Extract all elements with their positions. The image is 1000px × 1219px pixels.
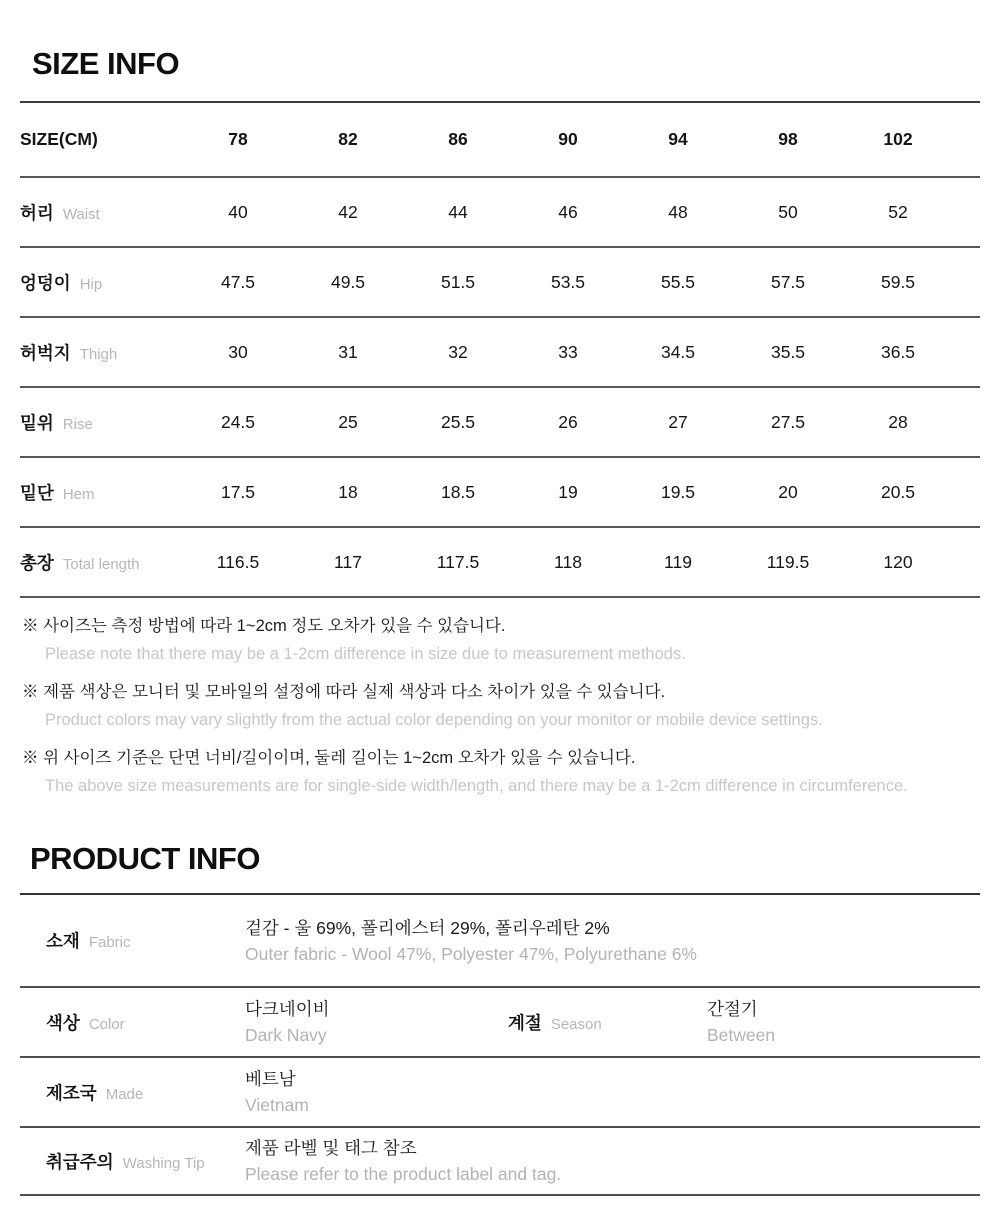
size-value-cell: 117.5 bbox=[436, 551, 480, 572]
size-value-cell: 59.5 bbox=[880, 271, 916, 292]
washing-label-ko: 취급주의 bbox=[46, 1151, 114, 1172]
note-marker-icon: ※ bbox=[22, 683, 44, 701]
note-line-ko bbox=[22, 612, 1000, 640]
color-label-en: Color bbox=[88, 1015, 125, 1033]
product-info-title: PRODUCT INFO bbox=[30, 841, 260, 876]
size-row-label-en: Waist bbox=[62, 205, 100, 223]
size-value-cell: 27.5 bbox=[770, 411, 806, 432]
size-info-title: SIZE INFO bbox=[32, 46, 180, 81]
spacer-cell bbox=[953, 177, 980, 247]
size-notes bbox=[22, 612, 1000, 800]
made-label bbox=[20, 1080, 245, 1105]
size-value-cell: 51.5 bbox=[440, 271, 476, 292]
size-value-cell: 24.5 bbox=[220, 411, 256, 432]
product-info-table bbox=[20, 893, 980, 1196]
fabric-value-ko: 겉감 - 울 69%, 폴리에스터 29%, 폴리우레탄 2% bbox=[245, 917, 610, 938]
size-value-cell: 57.5 bbox=[770, 271, 806, 292]
size-value-cell: 44 bbox=[448, 201, 468, 222]
size-table-row bbox=[20, 457, 980, 527]
note-marker-icon: ※ bbox=[22, 617, 44, 635]
spacer-cell bbox=[953, 527, 980, 597]
product-row-fabric bbox=[20, 895, 980, 988]
note-text-en: Product colors may vary slightly from the actual color depending on your monitor or mobile device settings. bbox=[45, 711, 823, 729]
size-value-cell: 55.5 bbox=[660, 271, 696, 292]
size-table-row bbox=[20, 527, 980, 597]
note-marker-icon: ※ bbox=[22, 749, 44, 767]
size-value-cell: 17.5 bbox=[220, 481, 256, 502]
fabric-label bbox=[20, 928, 245, 953]
season-label bbox=[508, 1010, 707, 1035]
size-table-row bbox=[20, 317, 980, 387]
size-value-cell: 53.5 bbox=[550, 271, 586, 292]
size-value-cell: 27 bbox=[668, 411, 688, 432]
made-value-ko: 베트남 bbox=[245, 1069, 296, 1089]
size-row-label-ko: 밑단 bbox=[20, 482, 54, 503]
spacer-cell bbox=[953, 457, 980, 527]
spacer-cell bbox=[953, 317, 980, 387]
size-value-cell: 47.5 bbox=[220, 271, 256, 292]
made-value bbox=[245, 1066, 980, 1118]
size-value-cell: 118 bbox=[554, 551, 582, 572]
size-value-cell: 32 bbox=[448, 341, 468, 362]
size-value-cell: 19.5 bbox=[660, 481, 696, 502]
size-row-label-en: Hip bbox=[79, 275, 103, 293]
size-value-cell: 28 bbox=[888, 411, 908, 432]
size-value-cell: 34.5 bbox=[660, 341, 696, 362]
size-header-value: 98 bbox=[778, 129, 798, 149]
note-item bbox=[22, 744, 1000, 800]
season-value bbox=[707, 996, 980, 1048]
washing-label bbox=[20, 1149, 245, 1174]
fabric-value bbox=[245, 915, 980, 967]
color-value-en: Dark Navy bbox=[245, 1025, 327, 1045]
size-header-value: 94 bbox=[668, 129, 688, 149]
size-value-cell: 117 bbox=[334, 551, 362, 572]
size-value-cell: 19 bbox=[558, 481, 578, 502]
size-value-cell: 20.5 bbox=[880, 481, 916, 502]
note-text-ko: 제품 색상은 모니터 및 모바일의 설정에 따라 실제 색상과 다소 차이가 있을 수 있습니다. bbox=[43, 683, 666, 701]
fabric-label-en: Fabric bbox=[88, 934, 131, 951]
size-row-label bbox=[20, 457, 183, 527]
size-value-cell: 119 bbox=[664, 551, 692, 572]
note-text-en: Please note that there may be a 1-2cm difference in size due to measurement methods. bbox=[45, 645, 686, 663]
note-item bbox=[22, 678, 1000, 734]
washing-value-ko: 제품 라벨 및 태그 참조 bbox=[245, 1138, 417, 1158]
color-value bbox=[245, 996, 508, 1048]
size-table bbox=[20, 101, 980, 598]
size-value-cell: 25 bbox=[338, 411, 358, 432]
washing-value bbox=[245, 1135, 980, 1187]
size-value-cell: 18.5 bbox=[440, 481, 476, 502]
size-value-cell: 40 bbox=[228, 201, 248, 222]
size-value-cell: 50 bbox=[778, 201, 798, 222]
spacer-cell bbox=[953, 387, 980, 457]
size-value-cell: 36.5 bbox=[880, 341, 916, 362]
size-row-label-en: Thigh bbox=[79, 345, 118, 363]
size-row-label-ko: 허벅지 bbox=[20, 342, 71, 363]
size-value-cell: 26 bbox=[558, 411, 578, 432]
size-value-cell: 46 bbox=[558, 201, 578, 222]
product-row-made bbox=[20, 1058, 980, 1128]
size-row-label-en: Total length bbox=[62, 555, 140, 573]
made-value-en: Vietnam bbox=[245, 1095, 309, 1115]
note-item bbox=[22, 612, 1000, 668]
size-table-header-row bbox=[20, 102, 980, 177]
size-value-cell: 49.5 bbox=[330, 271, 366, 292]
fabric-value-en: Outer fabric - Wool 47%, Polyester 47%, Polyurethane 6% bbox=[245, 943, 697, 964]
size-value-cell: 42 bbox=[338, 201, 358, 222]
size-row-label-en: Rise bbox=[62, 415, 93, 433]
spacer-cell bbox=[953, 102, 980, 177]
note-line-ko bbox=[22, 744, 1000, 772]
note-text-ko: 위 사이즈 기준은 단면 너비/길이이며, 둘레 길이는 1~2cm 오차가 있을 수 있습니다. bbox=[43, 749, 636, 767]
color-label bbox=[20, 1010, 245, 1035]
size-value-cell: 18 bbox=[338, 481, 358, 502]
size-table-row bbox=[20, 247, 980, 317]
size-row-label-ko: 허리 bbox=[20, 202, 54, 223]
size-value-cell: 30 bbox=[228, 341, 248, 362]
size-value-cell: 120 bbox=[883, 551, 913, 572]
size-value-cell: 35.5 bbox=[770, 341, 806, 362]
size-value-cell: 33 bbox=[558, 341, 578, 362]
size-header-value: 78 bbox=[228, 129, 248, 149]
note-line-ko bbox=[22, 678, 1000, 706]
size-header-value: 90 bbox=[558, 129, 578, 149]
size-value-cell: 116.5 bbox=[216, 551, 260, 572]
note-text-ko: 사이즈는 측정 방법에 따라 1~2cm 정도 오차가 있을 수 있습니다. bbox=[43, 617, 506, 635]
season-label-ko: 계절 bbox=[508, 1012, 542, 1033]
size-row-label-en: Hem bbox=[62, 485, 95, 503]
size-value-cell: 52 bbox=[888, 201, 908, 222]
product-row-washing bbox=[20, 1128, 980, 1196]
size-table-row bbox=[20, 177, 980, 247]
size-header-value: 102 bbox=[883, 129, 913, 149]
size-header-value: 82 bbox=[338, 129, 358, 149]
size-value-cell: 25.5 bbox=[440, 411, 476, 432]
size-table-row bbox=[20, 387, 980, 457]
size-row-label-ko: 밑위 bbox=[20, 412, 54, 433]
product-row-color-season bbox=[20, 988, 980, 1058]
size-value-cell: 31 bbox=[338, 341, 358, 362]
size-value-cell: 48 bbox=[668, 201, 688, 222]
color-value-ko: 다크네이비 bbox=[245, 999, 330, 1019]
size-row-label-ko: 엉덩이 bbox=[20, 272, 71, 293]
size-value-cell: 119.5 bbox=[766, 551, 810, 572]
size-header-label: SIZE(CM) bbox=[20, 129, 98, 149]
note-text-en: The above size measurements are for single-side width/length, and there may be a 1-2cm difference in circumference. bbox=[45, 777, 908, 795]
season-value-ko: 간절기 bbox=[707, 999, 758, 1019]
size-value-cell: 20 bbox=[778, 481, 798, 502]
size-row-label bbox=[20, 387, 183, 457]
size-row-label bbox=[20, 527, 183, 597]
spacer-cell bbox=[953, 247, 980, 317]
made-label-ko: 제조국 bbox=[46, 1082, 97, 1103]
washing-value-en: Please refer to the product label and tag. bbox=[245, 1164, 562, 1184]
size-row-label bbox=[20, 317, 183, 387]
size-row-label bbox=[20, 177, 183, 247]
fabric-label-ko: 소재 bbox=[46, 931, 80, 951]
size-row-label bbox=[20, 247, 183, 317]
season-label-en: Season bbox=[550, 1015, 602, 1033]
size-row-label-ko: 총장 bbox=[20, 552, 54, 573]
color-label-ko: 색상 bbox=[46, 1012, 80, 1033]
washing-label-en: Washing Tip bbox=[122, 1154, 205, 1172]
size-header-value: 86 bbox=[448, 129, 468, 149]
made-label-en: Made bbox=[105, 1085, 144, 1103]
season-value-en: Between bbox=[707, 1025, 776, 1045]
